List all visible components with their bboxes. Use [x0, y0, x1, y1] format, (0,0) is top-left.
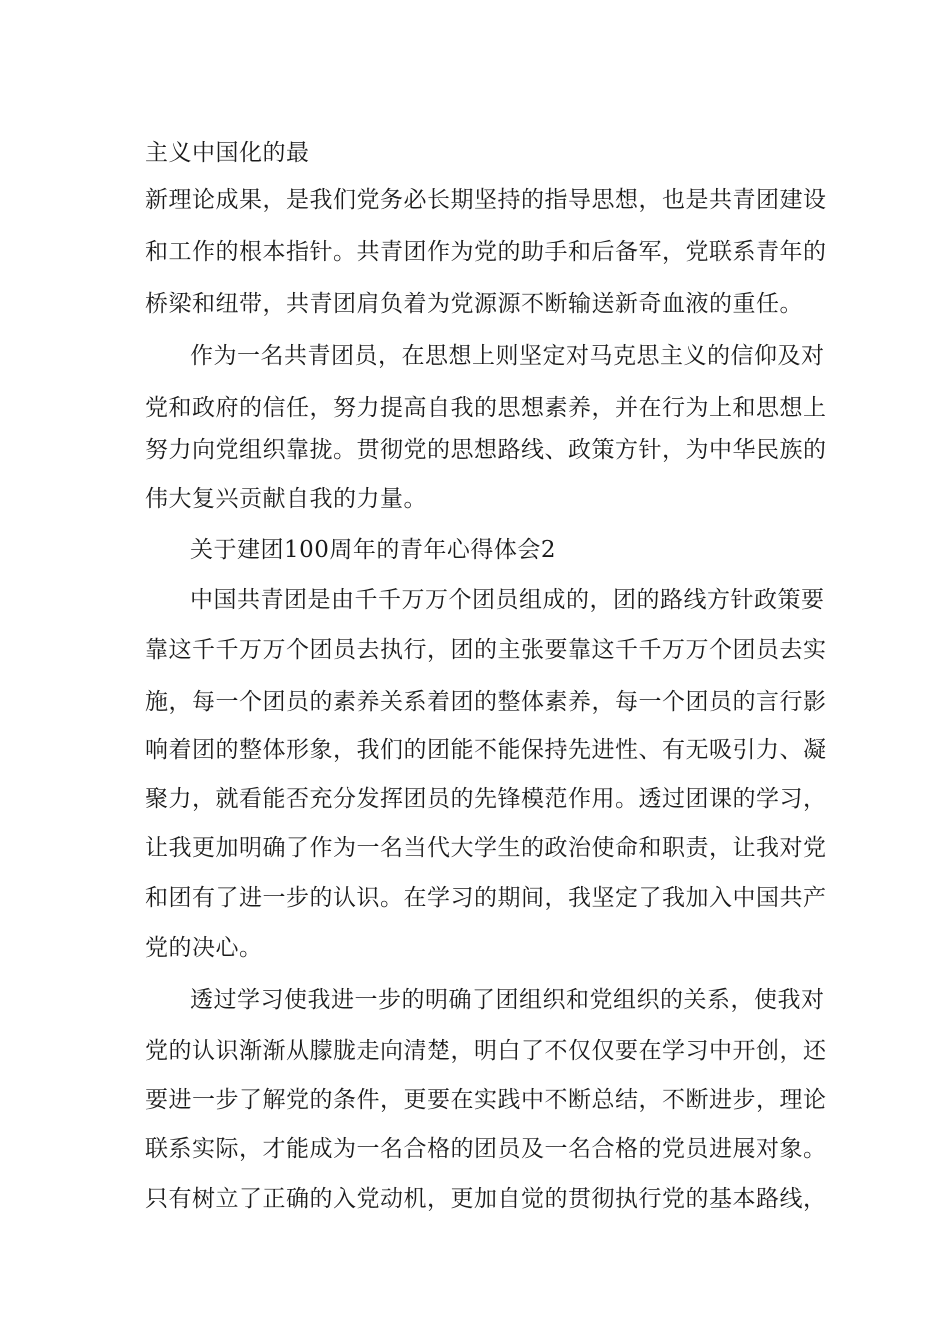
text-line: 作为一名共青团员，在思想上则坚定对马克思主义的信仰及对 [190, 343, 825, 369]
text-line: 要进一步了解党的条件，更要在实践中不断总结，不断进步，理论 [145, 1087, 827, 1113]
text-line: 伟大复兴贡献自我的力量。 [145, 486, 427, 512]
text-line: 党的决心。 [145, 935, 263, 961]
text-line: 党和政府的信任，努力提高自我的思想素养，并在行为上和思想上 [145, 395, 827, 421]
text-line: 桥梁和纽带，共青团肩负着为党源源不断输送新奇血液的重任。 [145, 291, 803, 317]
text-line: 中国共青团是由千千万万个团员组成的，团的路线方针政策要 [190, 587, 825, 613]
text-line: 努力向党组织靠拢。贯彻党的思想路线、政策方针，为中华民族的 [145, 437, 827, 463]
text-line: 新理论成果，是我们党务必长期坚持的指导思想，也是共青团建设 [145, 187, 827, 213]
text-line: 和团有了进一步的认识。在学习的期间，我坚定了我加入中国共产 [145, 885, 827, 911]
text-line: 聚力，就看能否充分发挥团员的先锋模范作用。透过团课的学习， [145, 786, 827, 812]
text-line: 联系实际，才能成为一名合格的团员及一名合格的党员进展对象。 [145, 1136, 827, 1162]
text-line: 只有树立了正确的入党动机，更加自觉的贯彻执行党的基本路线， [145, 1186, 827, 1212]
text-line: 主义中国化的最 [145, 140, 310, 166]
text-line: 和工作的根本指针。共青团作为党的助手和后备军，党联系青年的 [145, 239, 827, 265]
text-line: 党的认识渐渐从朦胧走向清楚，明白了不仅仅要在学习中开创，还 [145, 1038, 827, 1064]
text-line: 响着团的整体形象，我们的团能不能保持先进性、有无吸引力、凝 [145, 737, 827, 763]
section-heading: 关于建团100周年的青年心得体会2 [190, 537, 557, 563]
text-line: 让我更加明确了作为一名当代大学生的政治使命和职责，让我对党 [145, 835, 827, 861]
text-line: 靠这千千万万个团员去执行，团的主张要靠这千千万万个团员去实 [145, 637, 827, 663]
text-line: 施，每一个团员的素养关系着团的整体素养，每一个团员的言行影 [145, 689, 827, 715]
text-line: 透过学习使我进一步的明确了团组织和党组织的关系，使我对 [190, 987, 825, 1013]
